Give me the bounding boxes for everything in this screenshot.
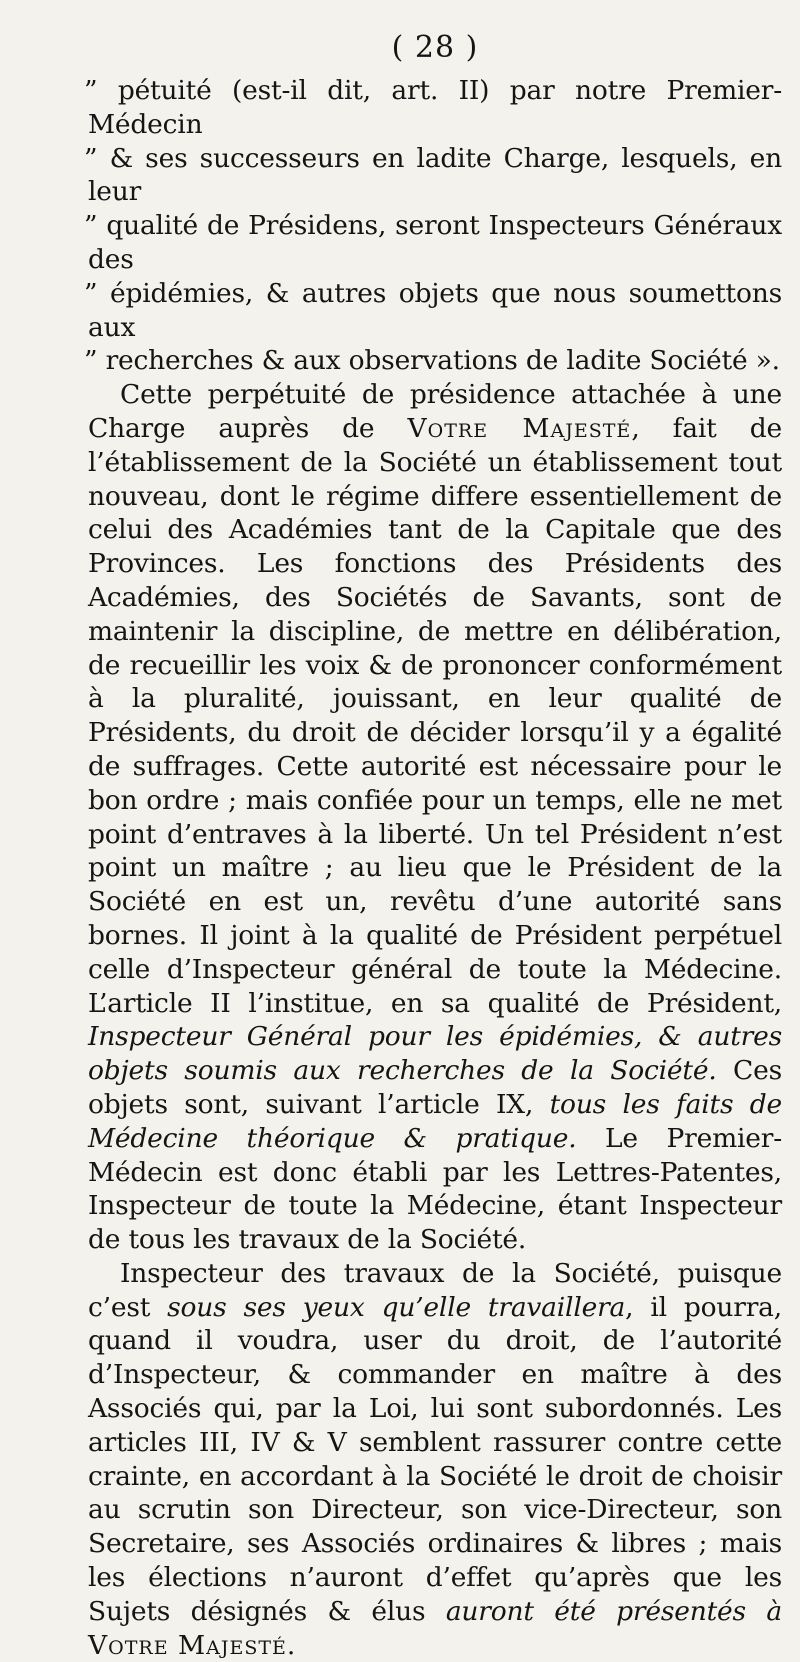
page-number: ( 28 ) bbox=[391, 30, 479, 65]
majesty-smallcaps: Votre Majesté. bbox=[88, 1629, 297, 1661]
paragraph-text: , il pourra, quand il voudra, user du droit, de l’autorité d’Inspecteur, & commander en maître à des Associés qui, par la Loi, lui sont subordonnés. Les articles III, IV & V semblent rassurer contre cette crainte, en accordant à la Société le droit de choisir au scrutin son Directeur, son vice-Directeur, son Secretaire, ses Associés ordinaires & libres ; mais les élections n’auront d’effet qu’après que les Sujets désignés & élus bbox=[88, 1291, 782, 1627]
paragraph-text: Cette perpétuité de présidence attachée à une Charge auprès de bbox=[88, 379, 782, 444]
paragraph-text: Inspecteur des travaux de la Société, puisque c’est bbox=[88, 1257, 782, 1323]
paragraph-presidence bbox=[88, 378, 782, 1257]
quote-line: ” & ses successeurs en ladite Charge, lesquels, en leur bbox=[88, 142, 782, 210]
quoted-passage bbox=[88, 74, 782, 378]
paragraph-inspecteur bbox=[88, 1257, 782, 1662]
italic-phrase: tous les faits de Médecine théorique & pratique. bbox=[88, 1088, 782, 1154]
paragraph-text: Ces objets sont, suivant l’article IX, bbox=[88, 1055, 782, 1120]
paragraph-text: , fait de l’établissement de la Société un établissement tout nouveau, dont le régime differe essentiellement de celui des Académies tant de la Capitale que des Provinces. Les fonctions des Présidents des Académies, des Sociétés de Savants, sont de maintenir la discipline, de mettre en délibération, de recueillir les voix & de prononcer conformément à la pluralité, jouissant, en leur qualité de Présidents, du droit de décider lorsqu’il y a égalité de suffrages. Cette autorité est nécessaire pour le bon ordre ; mais confiée pour un temps, elle ne met point d’entraves à la liberté. Un tel Président n’est point un maître ; au lieu que le Président de la Société en est un, revêtu d’une autorité sans bornes. Il joint à la qualité de Président perpétuel celle d’Inspecteur général de toute la Médecine. L’article II l’institue, en sa qualité de Président, bbox=[88, 412, 782, 1019]
paragraph-text: Le Premier-Médecin est donc établi par les Lettres-Patentes, Inspecteur de toute la Médecine, étant Inspecteur de tous les travaux de la Société. bbox=[88, 1122, 782, 1256]
quote-line: ” épidémies, & autres objets que nous soumettons aux bbox=[88, 277, 782, 345]
page-body bbox=[88, 74, 782, 1662]
quote-line: ” recherches & aux observations de ladite Société ». bbox=[88, 344, 782, 378]
majesty-smallcaps: Votre Majesté bbox=[407, 412, 632, 444]
italic-phrase: sous ses yeux qu’elle travaillera bbox=[167, 1291, 626, 1323]
quote-line: ” qualité de Présidens, seront Inspecteurs Généraux des bbox=[88, 209, 782, 277]
quote-line: ” pétuité (est-il dit, art. II) par notre Premier-Médecin bbox=[88, 74, 782, 142]
italic-phrase: Inspecteur Général pour les épidémies, & autres objets soumis aux recherches de la Société. bbox=[88, 1021, 782, 1087]
italic-phrase: auront été présentés à bbox=[445, 1595, 782, 1627]
